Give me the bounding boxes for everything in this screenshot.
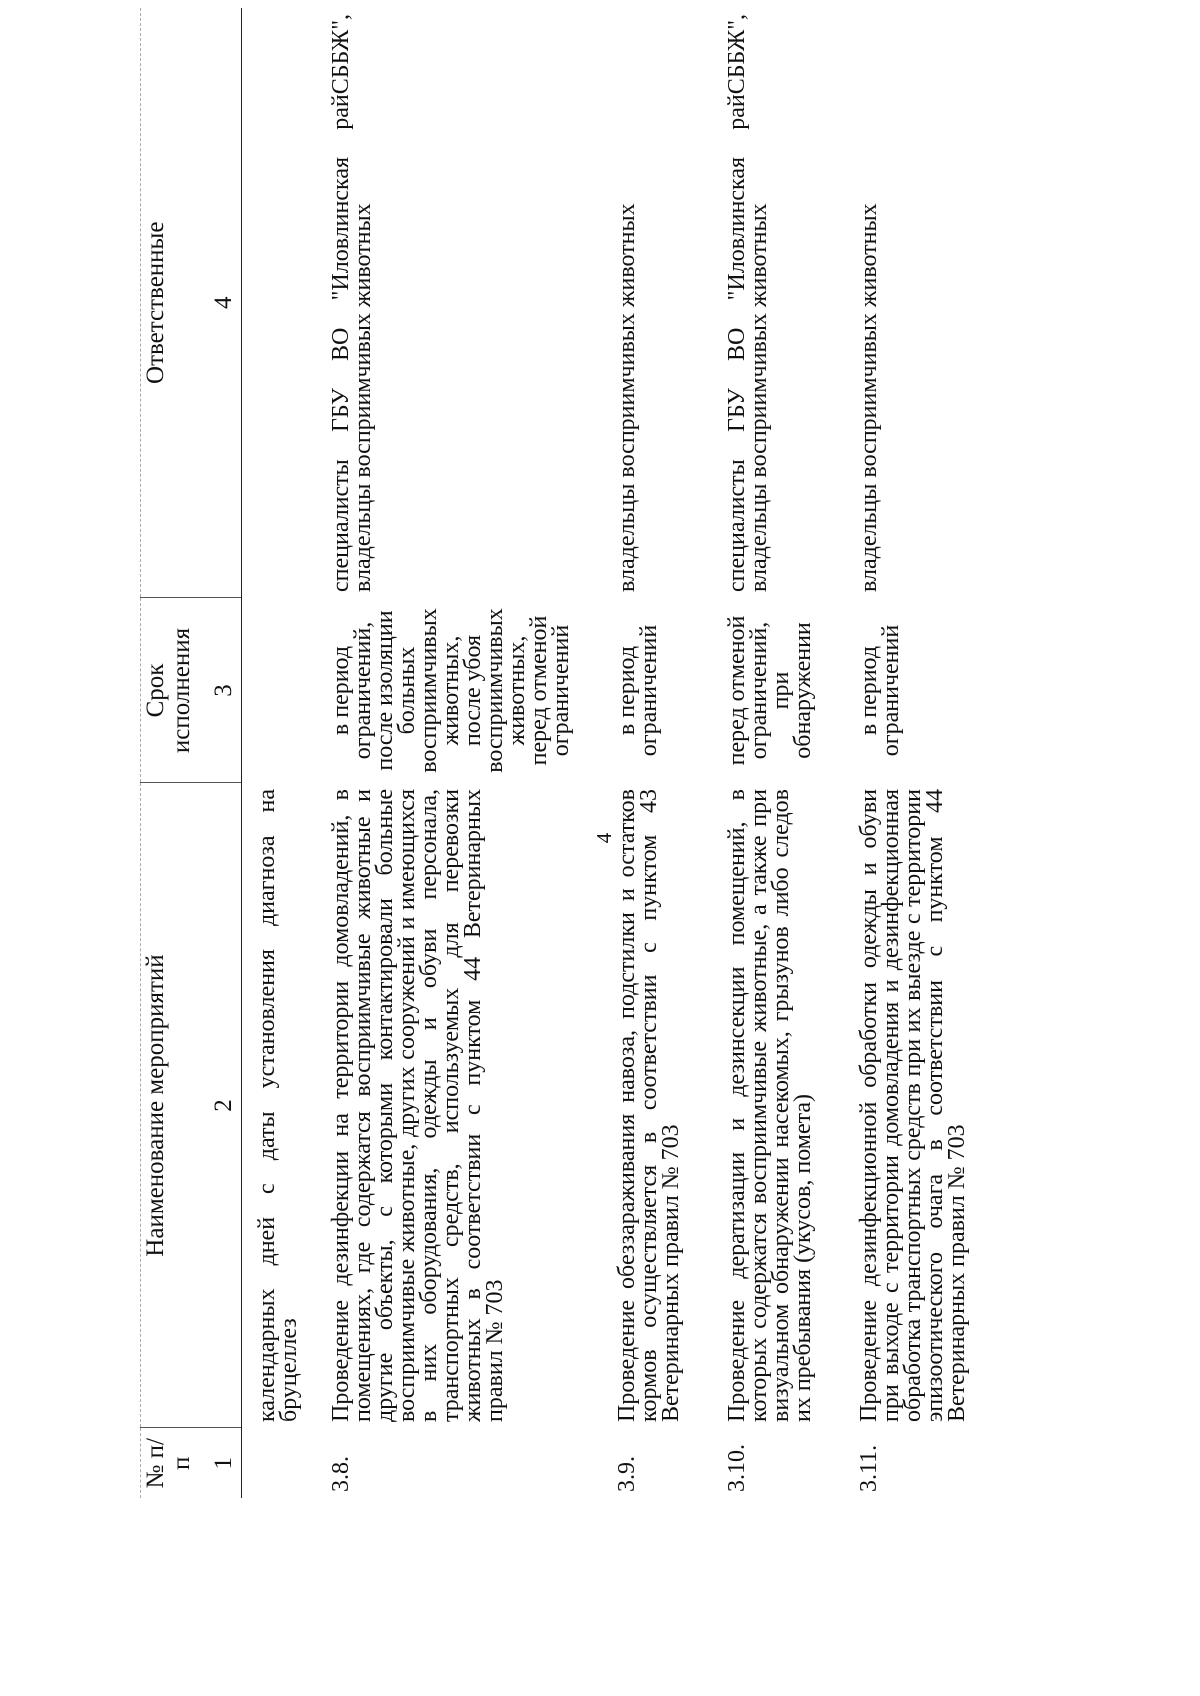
table-row	[602, 8, 712, 1498]
column-number: 4	[197, 8, 242, 598]
column-number: 3	[197, 598, 242, 783]
row-measure: календарных дней с даты установления диагноза на бруцеллез	[254, 789, 302, 1422]
header-name: Наименование мероприятий	[141, 783, 198, 1428]
row-measure: Проведение дезинфекционной обработки одежды и обуви при выходе с территории домовладения и дезинфекционная обработка транспортных средств при их выезде с территории эпизоотического очага в соответствии с пунктом 44 Ветеринарных правил № 703	[856, 789, 970, 1422]
table-header-row	[141, 8, 198, 1498]
column-number: 2	[197, 783, 242, 1428]
row-responsible: специалисты ГБУ ВО "Иловлинская райСББЖ", владельцы восприимчивых животных	[328, 14, 376, 592]
header-responsible: Ответственные	[141, 8, 198, 598]
rotated-page	[50, 14, 1150, 1648]
row-number: 3.10.	[724, 1444, 750, 1492]
row-measure: Проведение обеззараживания навоза, подстилки и остатков кормов осуществляется в соответствии с пунктом 43 Ветеринарных правил № 703	[614, 789, 684, 1422]
column-number-row	[197, 8, 242, 1498]
row-responsible: владельцы восприимчивых животных	[856, 203, 882, 592]
row-measure: Проведение дезинфекции на территории домовладений, в помещениях, где содержатся восприимчивые животные и другие объекты, с которыми контактировали больные восприимчивые животные, других сооружений и имеющихся в них оборудования, одежды и обуви персонала, транспортных средств, используемых для перевозки животных в соответствии с пунктом 44 Ветеринарных правил № 703	[328, 789, 508, 1422]
page-number: 4	[592, 832, 616, 844]
row-term: в период ограничений	[856, 624, 904, 757]
row-measure: Проведение дератизации и дезинсекции помещений, в которых содержатся восприимчивые животные, а также при визуальном обнаружении насекомых, грызунов либо следов их пребывания (укусов, помета)	[724, 789, 816, 1422]
header-term: Срок исполнения	[141, 598, 198, 783]
row-term: перед отменой ограничений, при обнаружении	[724, 615, 816, 766]
row-term: в период ограничений, после изоляции больных восприимчивых животных, после убоя восприимчивых животных, перед отменой ограничений	[328, 608, 574, 773]
row-responsible	[242, 8, 317, 598]
table-row	[844, 8, 998, 1498]
row-number: 3.11.	[856, 1444, 882, 1492]
table-row	[712, 8, 844, 1498]
header-num: № п/п	[141, 1428, 198, 1498]
row-responsible: специалисты ГБУ ВО "Иловлинская райСББЖ", владельцы восприимчивых животных	[724, 14, 772, 592]
table-row	[242, 8, 317, 1498]
row-number: 3.9.	[614, 1456, 640, 1492]
row-term: в период ограничений	[614, 624, 662, 757]
row-number	[242, 1428, 317, 1498]
column-number: 1	[197, 1428, 242, 1498]
table-row	[316, 8, 602, 1498]
row-number: 3.8.	[328, 1456, 354, 1492]
row-responsible: владельцы восприимчивых животных	[614, 203, 640, 592]
measures-table	[140, 8, 998, 1498]
row-term	[242, 598, 317, 783]
